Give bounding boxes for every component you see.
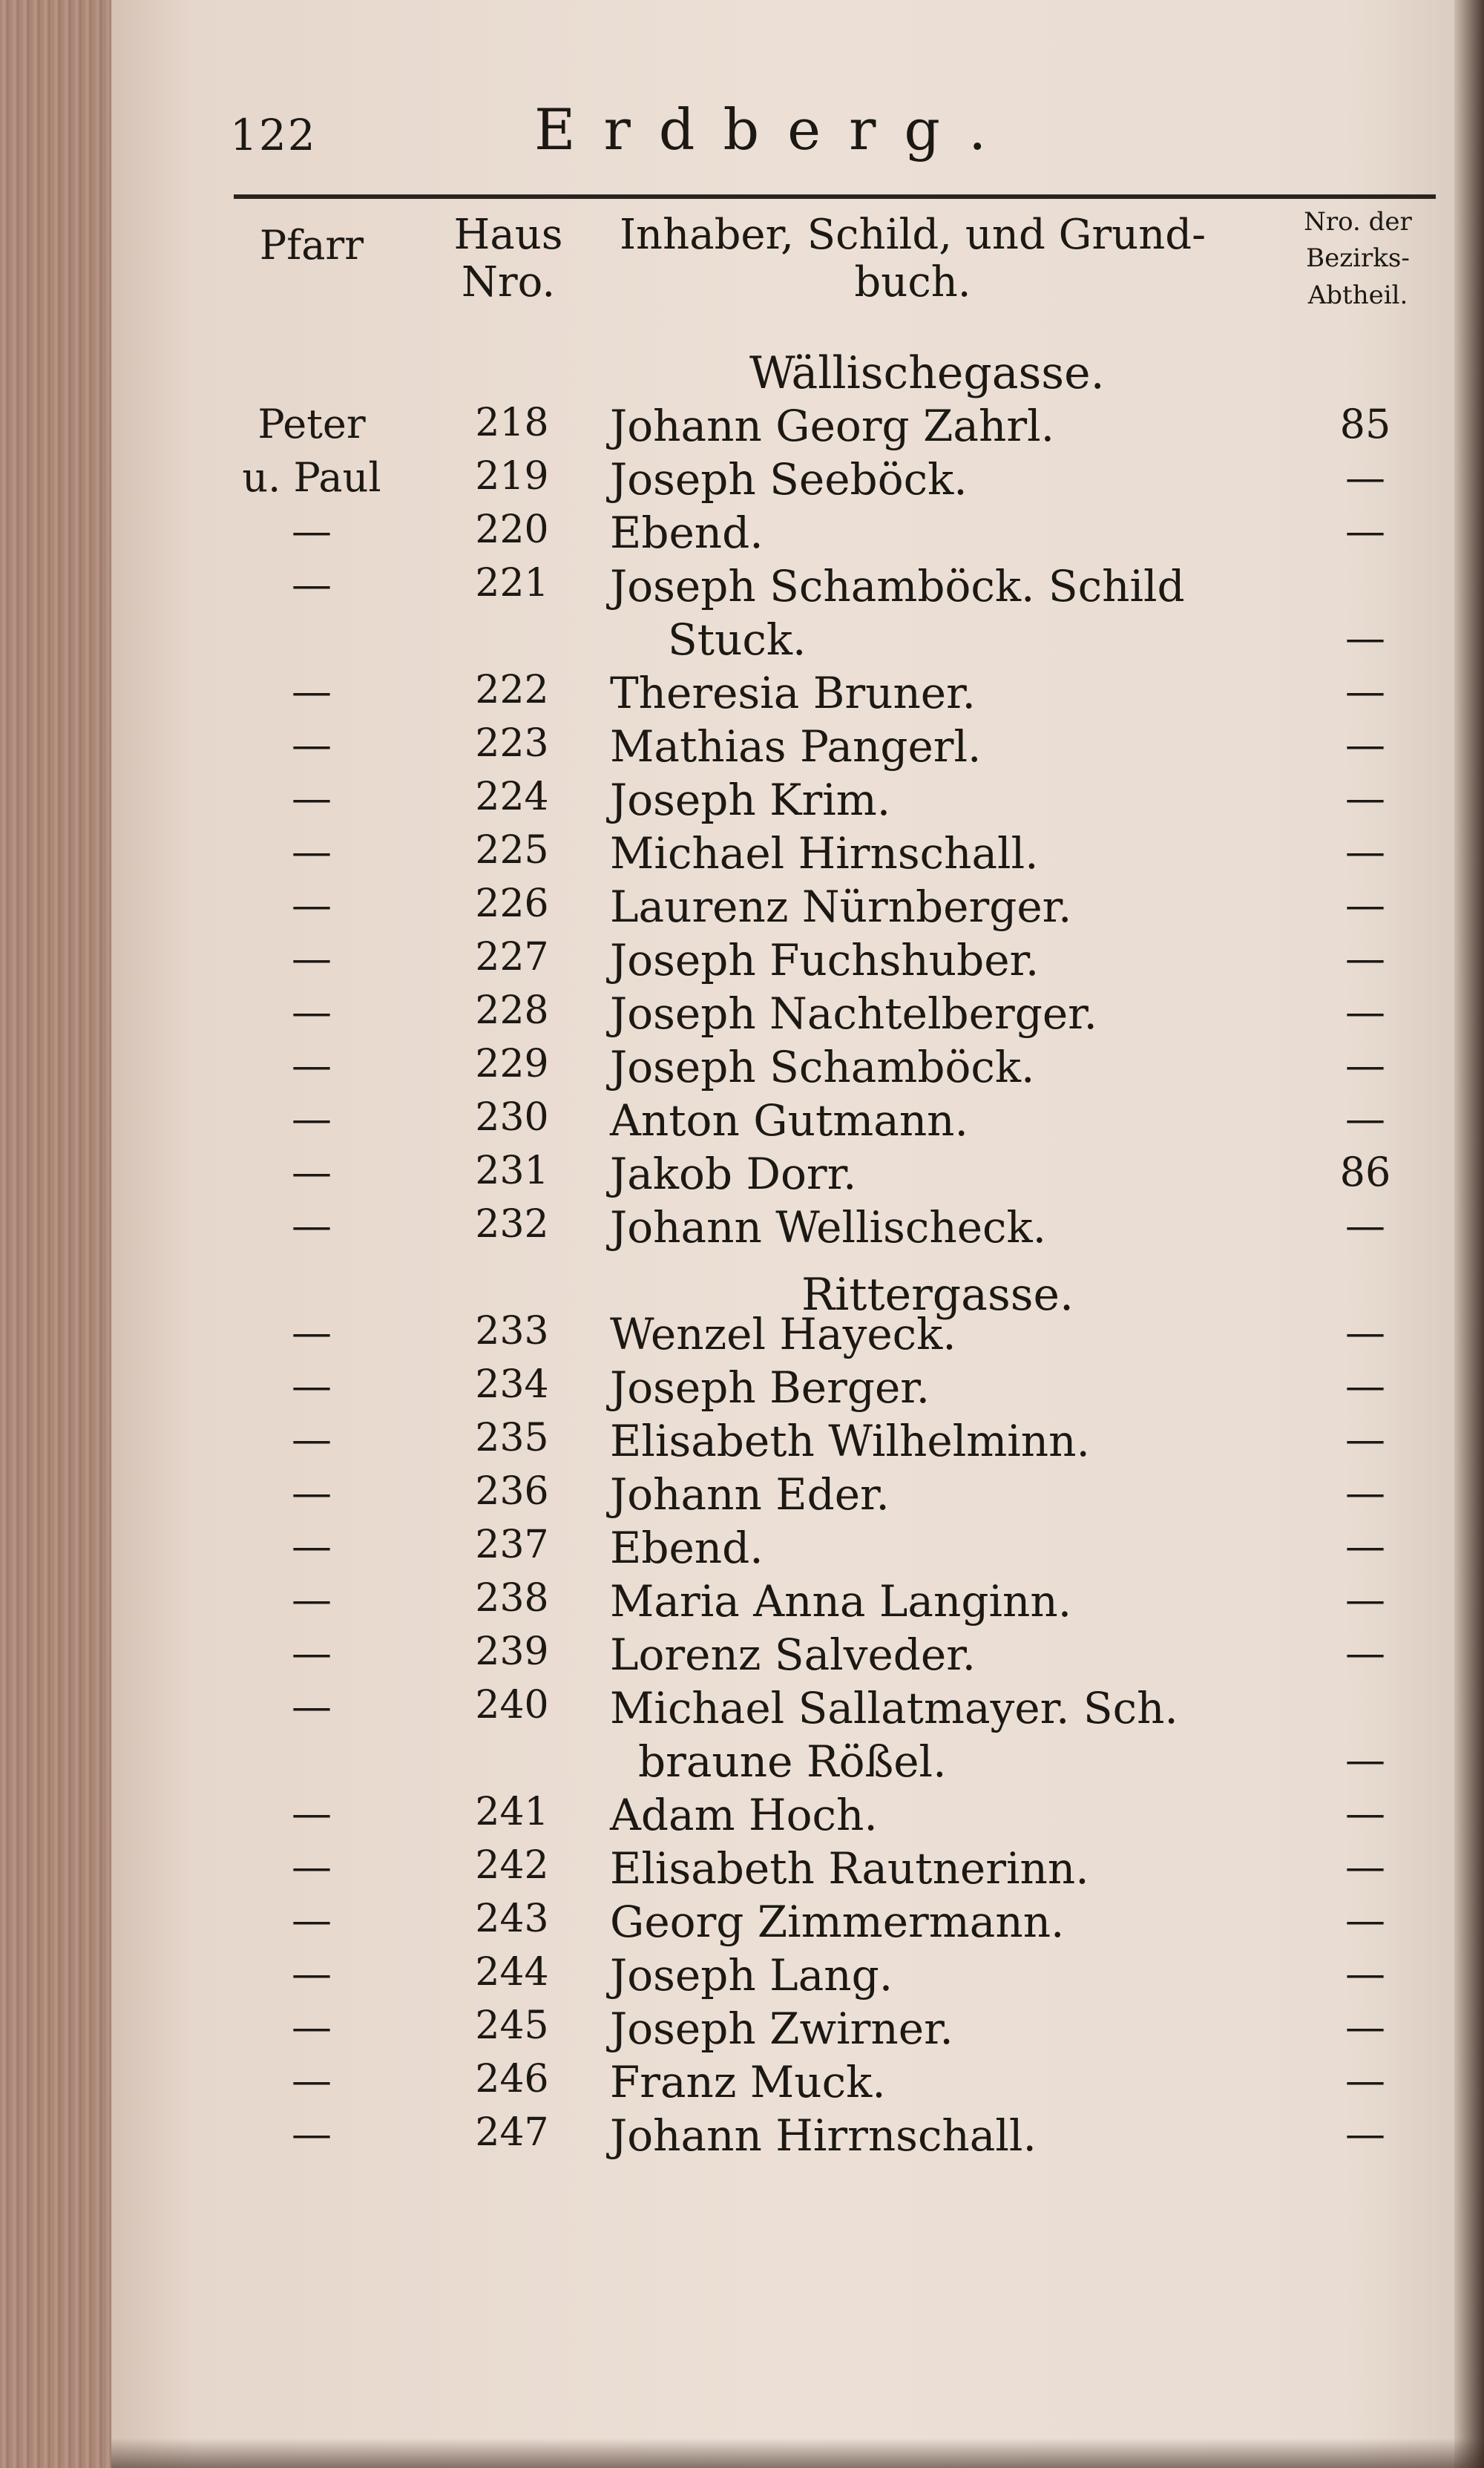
row-owner-name: Johann Georg Zahrl.	[610, 401, 1055, 451]
row-owner-name: Joseph Schamböck.	[610, 1042, 1035, 1092]
street-heading-waellischegasse: Wällischegasse.	[749, 347, 1105, 399]
row-pfarr: —	[292, 1843, 332, 1890]
row-pfarr: Peter	[257, 401, 366, 447]
row-house-number: 235	[475, 1416, 549, 1460]
row-owner-name: Jakob Dorr.	[610, 1149, 857, 1199]
table-row	[0, 1149, 1484, 1201]
row-pfarr: —	[292, 1897, 332, 1943]
table-row	[0, 1950, 1484, 2002]
table-row	[0, 2003, 1484, 2055]
row-pfarr: —	[292, 2057, 332, 2104]
row-owner-name: Michael Sallatmayer. Sch.	[610, 1683, 1178, 1733]
row-district-number: —	[1345, 1736, 1385, 1783]
table-row	[0, 454, 1484, 506]
row-district-number: 85	[1339, 401, 1391, 447]
row-owner-name: Elisabeth Rautnerinn.	[610, 1843, 1089, 1894]
row-owner-name: Franz Muck.	[610, 2057, 886, 2107]
row-owner-name: Elisabeth Wilhelminn.	[610, 1416, 1090, 1466]
row-pfarr: —	[292, 988, 332, 1035]
row-pfarr: —	[292, 2003, 332, 2050]
row-owner-name: Johann Hirrnschall.	[610, 2110, 1037, 2161]
table-row	[0, 775, 1484, 827]
row-district-number: —	[1345, 1362, 1385, 1409]
table-row	[0, 1095, 1484, 1147]
row-district-number: —	[1345, 1095, 1385, 1142]
row-district-number: —	[1345, 1523, 1385, 1569]
row-district-number: —	[1345, 775, 1385, 821]
row-district-number: —	[1345, 1950, 1385, 1997]
row-district-number: —	[1345, 1416, 1385, 1463]
row-district-number: —	[1345, 721, 1385, 768]
row-house-number: 233	[475, 1309, 549, 1353]
table-row	[0, 935, 1484, 987]
table-row	[0, 988, 1484, 1040]
table-row	[0, 508, 1484, 559]
column-header-haus-line1: Haus	[453, 211, 563, 259]
row-house-number: 221	[475, 561, 549, 605]
row-house-number: 247	[475, 2110, 549, 2155]
column-header-pfarr-label: Pfarr	[259, 222, 364, 269]
table-row	[0, 2057, 1484, 2109]
row-house-number: 239	[475, 1630, 549, 1674]
row-house-number: 222	[475, 668, 549, 712]
column-header-haus-line2: Nro.	[461, 258, 556, 307]
row-owner-continuation: braune Rößel.	[638, 1736, 947, 1787]
row-pfarr: —	[292, 1202, 332, 1249]
row-owner-name: Joseph Zwirner.	[610, 2003, 953, 2054]
row-pfarr: —	[292, 882, 332, 928]
table-row	[0, 1523, 1484, 1575]
row-owner-name: Joseph Krim.	[610, 775, 891, 825]
row-district-number: —	[1345, 882, 1385, 928]
row-house-number: 223	[475, 721, 549, 766]
column-header-bezirk-line1: Nro. der	[1304, 207, 1412, 237]
row-pfarr: —	[292, 721, 332, 768]
row-house-number: 228	[475, 988, 549, 1033]
row-owner-name: Joseph Lang.	[610, 1950, 893, 2001]
row-pfarr: —	[292, 1362, 332, 1409]
row-pfarr: —	[292, 1576, 332, 1623]
row-district-number: 86	[1339, 1149, 1391, 1195]
row-house-number: 231	[475, 1149, 549, 1193]
table-row	[0, 1683, 1484, 1787]
row-pfarr: —	[292, 1630, 332, 1676]
row-district-number: —	[1345, 828, 1385, 875]
row-house-number: 245	[475, 2003, 549, 2048]
row-owner-name: Adam Hoch.	[610, 1790, 878, 1840]
row-pfarr: —	[292, 1149, 332, 1195]
running-title: Erdberg.	[534, 96, 1015, 163]
row-house-number: 226	[475, 882, 549, 926]
row-pfarr: —	[292, 668, 332, 715]
column-header-inhaber-line1: Inhaber, Schild, und Grund-	[619, 211, 1206, 259]
row-pfarr: —	[292, 1683, 332, 1730]
row-house-number: 229	[475, 1042, 549, 1086]
row-house-number: 242	[475, 1843, 549, 1888]
row-house-number: 224	[475, 775, 549, 819]
table-row	[0, 401, 1484, 453]
row-house-number: 227	[475, 935, 549, 979]
row-district-number: —	[1345, 508, 1385, 554]
row-district-number: —	[1345, 454, 1385, 501]
row-owner-name: Lorenz Salveder.	[610, 1630, 976, 1680]
row-owner-name: Joseph Schamböck. Schild	[610, 561, 1185, 611]
row-pfarr: —	[292, 1469, 332, 1516]
row-owner-name: Ebend.	[610, 1523, 764, 1573]
row-district-number: —	[1345, 1202, 1385, 1249]
row-owner-name: Theresia Bruner.	[610, 668, 976, 718]
table-row	[0, 668, 1484, 720]
row-pfarr: —	[292, 1790, 332, 1837]
row-pfarr: —	[292, 775, 332, 821]
row-district-number: —	[1345, 1843, 1385, 1890]
row-house-number: 236	[475, 1469, 549, 1514]
row-district-number: —	[1345, 2003, 1385, 2050]
row-house-number: 220	[475, 508, 549, 552]
row-house-number: 246	[475, 2057, 549, 2101]
table-row	[0, 1362, 1484, 1414]
row-pfarr: —	[292, 1042, 332, 1089]
row-owner-name: Laurenz Nürnberger.	[610, 882, 1072, 932]
row-pfarr: —	[292, 1950, 332, 1997]
row-pfarr: —	[292, 828, 332, 875]
row-pfarr: —	[292, 1416, 332, 1463]
table-row	[0, 1576, 1484, 1628]
table-row	[0, 1416, 1484, 1468]
row-owner-name: Anton Gutmann.	[610, 1095, 968, 1146]
table-row	[0, 1843, 1484, 1895]
page-number: 122	[230, 110, 317, 160]
row-house-number: 244	[475, 1950, 549, 1995]
row-district-number: —	[1345, 1790, 1385, 1837]
street-heading-rittergasse: Rittergasse.	[801, 1269, 1074, 1321]
row-pfarr: —	[292, 561, 332, 608]
row-owner-name: Ebend.	[610, 508, 764, 558]
column-header-bezirk-line2: Bezirks-	[1306, 243, 1410, 274]
row-house-number: 225	[475, 828, 549, 873]
row-district-number: —	[1345, 1576, 1385, 1623]
row-house-number: 243	[475, 1897, 549, 1941]
row-pfarr: —	[292, 1309, 332, 1356]
table-row	[0, 1042, 1484, 1094]
row-house-number: 219	[475, 454, 549, 499]
row-pfarr: —	[292, 1523, 332, 1569]
column-header-inhaber-line2: buch.	[854, 258, 971, 307]
row-district-number: —	[1345, 935, 1385, 982]
row-house-number: 232	[475, 1202, 549, 1247]
row-owner-name: Georg Zimmermann.	[610, 1897, 1065, 1947]
row-owner-name: Joseph Berger.	[610, 1362, 930, 1413]
table-row	[0, 1469, 1484, 1521]
row-house-number: 237	[475, 1523, 549, 1567]
row-pfarr: —	[292, 1095, 332, 1142]
row-pfarr: —	[292, 2110, 332, 2157]
row-district-number: —	[1345, 668, 1385, 715]
column-header-bezirk-line3: Abtheil.	[1307, 280, 1408, 310]
row-district-number: —	[1345, 1309, 1385, 1356]
row-house-number: 241	[475, 1790, 549, 1834]
row-owner-continuation: Stuck.	[668, 614, 807, 665]
row-pfarr: —	[292, 935, 332, 982]
row-owner-name: Joseph Fuchshuber.	[610, 935, 1040, 985]
row-owner-name: Maria Anna Langinn.	[610, 1576, 1072, 1627]
table-row	[0, 1630, 1484, 1681]
row-owner-name: Joseph Nachtelberger.	[610, 988, 1097, 1039]
table-row	[0, 1790, 1484, 1842]
row-district-number: —	[1345, 2110, 1385, 2157]
row-owner-name: Wenzel Hayeck.	[610, 1309, 956, 1359]
row-pfarr: —	[292, 508, 332, 554]
table-row	[0, 721, 1484, 773]
row-district-number: —	[1345, 1469, 1385, 1516]
table-row	[0, 828, 1484, 880]
row-district-number: —	[1345, 1897, 1385, 1943]
row-owner-name: Mathias Pangerl.	[610, 721, 982, 772]
table-row	[0, 561, 1484, 665]
table-row	[0, 882, 1484, 933]
table-row	[0, 1309, 1484, 1361]
table-row	[0, 1897, 1484, 1949]
table-row	[0, 1202, 1484, 1254]
row-district-number: —	[1345, 988, 1385, 1035]
row-house-number: 230	[475, 1095, 549, 1140]
row-house-number: 218	[475, 401, 549, 445]
row-house-number: 238	[475, 1576, 549, 1621]
table-row	[0, 2110, 1484, 2162]
row-district-number: —	[1345, 2057, 1385, 2104]
row-owner-name: Michael Hirnschall.	[610, 828, 1039, 879]
row-district-number: —	[1345, 1630, 1385, 1676]
row-district-number: —	[1345, 614, 1385, 661]
row-owner-name: Johann Wellischeck.	[610, 1202, 1047, 1253]
row-district-number: —	[1345, 1042, 1385, 1089]
row-owner-name: Johann Eder.	[610, 1469, 890, 1520]
row-pfarr: u. Paul	[242, 454, 381, 501]
row-house-number: 234	[475, 1362, 549, 1407]
row-owner-name: Joseph Seeböck.	[610, 454, 968, 505]
row-house-number: 240	[475, 1683, 549, 1727]
